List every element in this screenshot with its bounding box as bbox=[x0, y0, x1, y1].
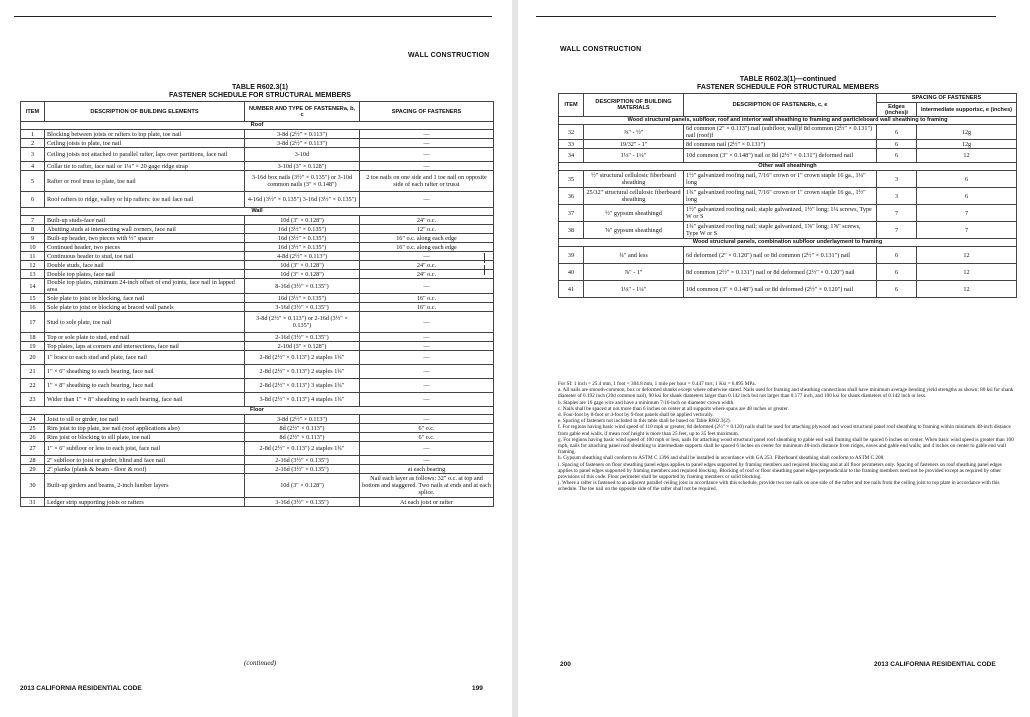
header-spacing: SPACING OF FASTENERS bbox=[877, 94, 1017, 103]
fastener-type: 2-8d (2½" × 0.113") 2 staples 1¾" bbox=[245, 365, 360, 379]
fastener-description: 8d common (2½" × 0.131") nail or 8d deformed (2½" × 0.120") nail bbox=[684, 264, 877, 281]
table-row bbox=[21, 456, 494, 465]
building-material: 19/32" - 1" bbox=[584, 140, 684, 149]
fastener-spacing: — bbox=[360, 415, 494, 424]
fastener-spacing: — bbox=[360, 379, 494, 393]
fastener-description: 1½" galvanized roofing nail, 7/16" crown or 1" crown staple 16 ga., 1¼" long bbox=[684, 171, 877, 188]
fastener-spacing: 16" o.c. along each edge bbox=[360, 243, 494, 252]
fastener-spacing: 6" o.c. bbox=[360, 424, 494, 433]
table-row bbox=[559, 281, 1017, 298]
table-row bbox=[21, 139, 494, 148]
item-number: 36 bbox=[559, 188, 584, 205]
item-number: 1 bbox=[21, 130, 45, 139]
fastener-type: 2-16d (3½" × 0.135") bbox=[245, 465, 360, 474]
element-description: Built-up girders and beams, 2-inch lumber layers bbox=[45, 474, 245, 498]
item-number: 38 bbox=[559, 222, 584, 239]
table-row bbox=[21, 261, 494, 270]
table-row bbox=[21, 192, 494, 208]
item-number: 41 bbox=[559, 281, 584, 298]
header-fastener: DESCRIPTION OF FASTENERb, c, e bbox=[684, 94, 877, 117]
element-description: Collar tie to rafter, face nail or 1¼" × 20 gage ridge strap bbox=[45, 162, 245, 171]
element-description: Roof rafters to ridge, valley or hip rafters: toe nail face nail bbox=[45, 192, 245, 208]
table-row bbox=[21, 252, 494, 261]
fastener-description: 1¾" galvanized roofing nail; staple galvanized, 1⅝" long; 1⅝" screws, Type W or S bbox=[684, 222, 877, 239]
item-number: 5 bbox=[21, 171, 45, 192]
table-row bbox=[21, 379, 494, 393]
item-number: 27 bbox=[21, 442, 45, 456]
section-heading: Roof bbox=[21, 122, 494, 130]
running-head: WALL CONSTRUCTION bbox=[408, 52, 490, 59]
item-number: 18 bbox=[21, 333, 45, 342]
fastener-type: 3-8d (2½" × 0.113") bbox=[245, 139, 360, 148]
fastener-description: 6d common (2" × 0.113") nail (subfloor, wall)f 8d common (2½" × 0.131") nail (roof)f bbox=[684, 125, 877, 140]
fastener-type: 8d (2½" × 0.113") bbox=[245, 424, 360, 433]
table-row bbox=[559, 264, 1017, 281]
fastener-schedule-table bbox=[20, 101, 494, 507]
table-row bbox=[21, 270, 494, 279]
item-number: 32 bbox=[559, 125, 584, 140]
element-description: Abutting studs at intersecting wall corners, face nail bbox=[45, 225, 245, 234]
table-row bbox=[559, 125, 1017, 140]
fastener-type: 3-10d (3" × 0.128") bbox=[245, 162, 360, 171]
item-number: 21 bbox=[21, 365, 45, 379]
item-number: 12 bbox=[21, 261, 45, 270]
table-row bbox=[21, 171, 494, 192]
element-description: Double top plates, face nail bbox=[45, 270, 245, 279]
item-number: 15 bbox=[21, 294, 45, 303]
fastener-type: 10d (3" × 0.128") bbox=[245, 474, 360, 498]
table-row bbox=[21, 294, 494, 303]
fastener-spacing: 6" o.c. bbox=[360, 433, 494, 442]
table-footnotes bbox=[558, 381, 1016, 493]
page-number: 200 bbox=[560, 661, 571, 668]
fastener-description: 8d common nail (2½" × 0.131") bbox=[684, 140, 877, 149]
header-fasteners: NUMBER AND TYPE OF FASTENERa, b, c bbox=[245, 102, 360, 122]
footnote: a. All nails are smooth-common, box or deformed shanks except where otherwise stated. Nails used for framing and sheathing connections shall have minimum average bending yield strengths as shown: 80 ksi for shank diameter of 0.192 inch (20d common nail), 90 ksi for shank diameters larger than 0.142 inch but not larger than 0.177 inch, and 100 ksi for shank diameters of 0.142 inch or less. bbox=[558, 387, 1014, 400]
item-number: 35 bbox=[559, 171, 584, 188]
element-description: 1" × 6" sheathing to each bearing, face nail bbox=[45, 365, 245, 379]
table-row bbox=[559, 247, 1017, 264]
item-number: 39 bbox=[559, 247, 584, 264]
footnote: g. For regions having basic wind speed of 100 mph or less, nails for attaching wood structural panel roof sheathing to gable end wall framing shall be spaced 6 inches on center. When basic wind speed is greater than 100 mph, nails for attaching panel roof sheathing to intermediate supports shall be spaced 6 inches on center for minimum 48-inch distance from ridges, eaves and gable end walls; and 4 inches on center to gable end wall framing. bbox=[558, 436, 1014, 456]
intermediate-spacing: 6 bbox=[917, 188, 1017, 205]
table-row bbox=[21, 279, 494, 294]
edge-spacing: 6 bbox=[877, 247, 917, 264]
left-page bbox=[0, 0, 512, 717]
intermediate-spacing: 12 bbox=[917, 149, 1017, 163]
table-row bbox=[21, 465, 494, 474]
element-description: Rim joist or blocking to sill plate, toe nail bbox=[45, 433, 245, 442]
fastener-spacing: — bbox=[360, 279, 494, 294]
edge-spacing: 6 bbox=[877, 125, 917, 140]
table-row bbox=[559, 149, 1017, 163]
edge-spacing: 6 bbox=[877, 149, 917, 163]
fastener-type: 3-16d (3½" × 0.135") bbox=[245, 303, 360, 312]
table-title bbox=[658, 76, 918, 92]
element-description: Double studs, face nail bbox=[45, 261, 245, 270]
item-number: 25 bbox=[21, 424, 45, 433]
item-number: 13 bbox=[21, 270, 45, 279]
fastener-spacing: — bbox=[360, 333, 494, 342]
item-number: 29 bbox=[21, 465, 45, 474]
building-material: 25/32" structural cellulosic fiberboard sheathing bbox=[584, 188, 684, 205]
element-description: Built-up header, two pieces with ½" spacer bbox=[45, 234, 245, 243]
footnote: d. Four-foot by 8-foot or 4-foot by 9-foot panels shall be applied vertically. bbox=[558, 412, 714, 419]
element-description: Stud to sole plate, toe nail bbox=[45, 312, 245, 333]
header-item: ITEM bbox=[21, 102, 45, 122]
fastener-description: 1¾" galvanized roofing nail, 7/16" crown or 1" crown staple 16 ga., 1½" long bbox=[684, 188, 877, 205]
fastener-spacing: — bbox=[360, 442, 494, 456]
table-row bbox=[21, 333, 494, 342]
page-number: 199 bbox=[472, 685, 483, 692]
fastener-type: 3-8d (2½" × 0.113") 4 staples 1¾" bbox=[245, 393, 360, 407]
top-rule bbox=[14, 16, 492, 17]
building-material: 1⅛" - 1¼" bbox=[584, 149, 684, 163]
footnote: i. Spacing of fasteners on floor sheathing panel edges applies to panel edges supported by framing members and required blocking and at all floor perimeters only. Spacing of fasteners on roof sheathing panel edges applies to panel edges supported by framing members and required blocking. Blocking of roof or floor sheathing panel edges perpendicular to the framing members need not be provided except as required by other provisions of this code. Floor perimeter shall be supported by framing members or solid blocking. bbox=[558, 461, 1002, 481]
table-row bbox=[21, 433, 494, 442]
item-number: 24 bbox=[21, 415, 45, 424]
table-row bbox=[21, 415, 494, 424]
section-heading: Wood structural panels, subfloor, roof and interior wall sheathing to framing and particleboard wall sheathing to framing bbox=[559, 117, 1017, 125]
header-edges: Edges (inches)i bbox=[877, 103, 917, 117]
intermediate-spacing: 12g bbox=[917, 140, 1017, 149]
table-row bbox=[21, 148, 494, 162]
edge-spacing: 7 bbox=[877, 205, 917, 222]
fastener-spacing: 16" o.c. along each edge bbox=[360, 234, 494, 243]
fastener-description: 1½" galvanized roofing nail; staple galvanized, 1½" long; 1¼ screws, Type W or S bbox=[684, 205, 877, 222]
item-number: 31 bbox=[21, 498, 45, 507]
table-row bbox=[21, 130, 494, 139]
fastener-description: 6d deformed (2" × 0.120") nail or 8d common (2½" × 0.131") nail bbox=[684, 247, 877, 264]
table-subtitle: FASTENER SCHEDULE FOR STRUCTURAL MEMBERS bbox=[169, 92, 351, 99]
running-head: WALL CONSTRUCTION bbox=[560, 46, 642, 53]
fastener-description: 10d common (3" × 0.148") nail or 8d (2½" × 0.131") deformed nail bbox=[684, 149, 877, 163]
element-description: Joist to sill or girder, toe nail bbox=[45, 415, 245, 424]
edge-spacing: 3 bbox=[877, 171, 917, 188]
intermediate-spacing: 12g bbox=[917, 125, 1017, 140]
edge-spacing: 3 bbox=[877, 188, 917, 205]
section-heading: Wood structural panels, combination subfloor underlayment to framing bbox=[559, 239, 1017, 247]
fastener-type: 10d (3" × 0.128") bbox=[245, 216, 360, 225]
header-spacing: SPACING OF FASTENERS bbox=[360, 102, 494, 122]
element-description: Sole plate to joist or blocking, face nail bbox=[45, 294, 245, 303]
fastener-type: 4-8d (2½" × 0.113") bbox=[245, 252, 360, 261]
fastener-spacing: — bbox=[360, 393, 494, 407]
table-row bbox=[559, 140, 1017, 149]
element-description: Top or sole plate to stud, end nail bbox=[45, 333, 245, 342]
footnote: b. Staples are 16 gage wire and have a minimum 7/16-inch on diameter crown width. bbox=[558, 399, 735, 406]
element-description: 1" × 6" subfloor or less to each joist, face nail bbox=[45, 442, 245, 456]
intermediate-spacing: 7 bbox=[917, 205, 1017, 222]
fastener-type: 8d (2½" × 0.113") bbox=[245, 433, 360, 442]
element-description: Continuous header to stud, toe nail bbox=[45, 252, 245, 261]
fastener-spacing: at each bearing bbox=[360, 465, 494, 474]
fastener-spacing: — bbox=[360, 148, 494, 162]
fastener-type: 8-16d (3½" × 0.135") bbox=[245, 279, 360, 294]
element-description: Ledger strip supporting joists or rafters bbox=[45, 498, 245, 507]
footnote: h. Gypsum sheathing shall conform to ASTM C 1396 and shall be installed in accordance with GA 253. Fiberboard sheathing shall conform to ASTM C 208. bbox=[558, 455, 885, 462]
table-row bbox=[21, 303, 494, 312]
footer-code: 2013 CALIFORNIA RESIDENTIAL CODE bbox=[20, 685, 142, 692]
item-number: 6 bbox=[21, 192, 45, 208]
element-description: 2" planks (plank & beam - floor & roof) bbox=[45, 465, 245, 474]
item-number: 11 bbox=[21, 252, 45, 261]
fastener-description: 10d common (3" × 0.148") nail or 8d deformed (2½" × 0.120") nail bbox=[684, 281, 877, 298]
fastener-spacing: — bbox=[360, 252, 494, 261]
element-description: Continued header, two pieces bbox=[45, 243, 245, 252]
building-material: 1⅛" - 1¼" bbox=[584, 281, 684, 298]
continued-note: (continued) bbox=[244, 659, 277, 667]
fastener-spacing: — bbox=[360, 351, 494, 365]
fastener-spacing: — bbox=[360, 342, 494, 351]
table-row bbox=[559, 188, 1017, 205]
building-material: ⅜" - ½" bbox=[584, 125, 684, 140]
item-number: 3 bbox=[21, 148, 45, 162]
element-description: Sole plate to joist or blocking at braced wall panels bbox=[45, 303, 245, 312]
table-row bbox=[21, 393, 494, 407]
fastener-type: 2-16d (3½" × 0.135") bbox=[245, 456, 360, 465]
table-row bbox=[559, 205, 1017, 222]
table-row bbox=[559, 222, 1017, 239]
header-materials: DESCRIPTION OF BUILDING MATERIALS bbox=[584, 94, 684, 117]
element-description: Top plates, laps at corners and intersections, face nail bbox=[45, 342, 245, 351]
edge-spacing: 6 bbox=[877, 264, 917, 281]
intermediate-spacing: 12 bbox=[917, 264, 1017, 281]
item-number: 16 bbox=[21, 303, 45, 312]
element-description: 1" × 8" sheathing to each bearing, face nail bbox=[45, 379, 245, 393]
table-row bbox=[21, 216, 494, 225]
footnote: For SI: 1 inch = 25.4 mm, 1 foot = 304.8 mm, 1 mile per hour = 0.447 m/s; 1 Ksi = 6.895 MPa. bbox=[558, 381, 756, 387]
element-description: Double top plates, minimum 24-inch offset of end joints, face nail in lapped area bbox=[45, 279, 245, 294]
footnote: c. Nails shall be spaced at not more than 6 inches on center at all supports where spans are 48 inches or greater. bbox=[558, 405, 789, 412]
item-number: 34 bbox=[559, 149, 584, 163]
item-number: 33 bbox=[559, 140, 584, 149]
element-description: Ceiling joists to plate, toe nail bbox=[45, 139, 245, 148]
item-number: 9 bbox=[21, 234, 45, 243]
table-number: TABLE R602.3(1)—continued bbox=[739, 76, 837, 83]
item-number: 19 bbox=[21, 342, 45, 351]
table-title bbox=[140, 84, 380, 100]
fastener-type: 2-8d (2½" × 0.113") 2 staples 1¾" bbox=[245, 351, 360, 365]
fastener-type: 4-16d (3½" × 0.135") 3-16d (3½" × 0.135") bbox=[245, 192, 360, 208]
section-heading: Wall bbox=[21, 208, 494, 216]
fastener-spacing: — bbox=[360, 312, 494, 333]
table-row bbox=[21, 243, 494, 252]
table-row bbox=[21, 342, 494, 351]
item-number: 37 bbox=[559, 205, 584, 222]
footer-code: 2013 CALIFORNIA RESIDENTIAL CODE bbox=[874, 661, 996, 668]
fastener-type: 3-8d (2½" × 0.113") bbox=[245, 415, 360, 424]
edge-spacing: 6 bbox=[877, 140, 917, 149]
building-material: ½" gypsum sheathingd bbox=[584, 205, 684, 222]
fastener-spacing: — bbox=[360, 456, 494, 465]
table-row bbox=[559, 171, 1017, 188]
item-number: 30 bbox=[21, 474, 45, 498]
fastener-type: 3-16d (3½" × 0.135") bbox=[245, 498, 360, 507]
table-row bbox=[21, 365, 494, 379]
table-subtitle: FASTENER SCHEDULE FOR STRUCTURAL MEMBERS bbox=[697, 84, 879, 91]
element-description: Rafter or roof truss to plate, toe nail bbox=[45, 171, 245, 192]
intermediate-spacing: 12 bbox=[917, 247, 1017, 264]
building-material: ⅝" gypsum sheathingd bbox=[584, 222, 684, 239]
fastener-spacing: — bbox=[360, 139, 494, 148]
item-number: 20 bbox=[21, 351, 45, 365]
element-description: Blocking between joists or rafters to top plate, toe nail bbox=[45, 130, 245, 139]
fastener-type: 10d (3" × 0.128") bbox=[245, 270, 360, 279]
fastener-type: 3-8d (2½" × 0.113") or 2-16d (3½" × 0.135") bbox=[245, 312, 360, 333]
table-row bbox=[21, 442, 494, 456]
item-number: 14 bbox=[21, 279, 45, 294]
fastener-type: 2-16d (3½" × 0.135") bbox=[245, 333, 360, 342]
element-description: Rim joist to top plate, toe nail (roof applications also) bbox=[45, 424, 245, 433]
fastener-spacing: — bbox=[360, 192, 494, 208]
fastener-spacing: 12" o.c. bbox=[360, 225, 494, 234]
fastener-spacing: — bbox=[360, 162, 494, 171]
edge-spacing: 6 bbox=[877, 281, 917, 298]
fastener-type: 2-8d (2½" × 0.113") 3 staples 1¾" bbox=[245, 379, 360, 393]
top-rule bbox=[536, 16, 996, 17]
section-heading: Other wall sheathingh bbox=[559, 163, 1017, 171]
item-number: 4 bbox=[21, 162, 45, 171]
fastener-type: 16d (3½" × 0.135") bbox=[245, 234, 360, 243]
item-number: 10 bbox=[21, 243, 45, 252]
edge-spacing: 7 bbox=[877, 222, 917, 239]
item-number: 22 bbox=[21, 379, 45, 393]
fastener-spacing: 24" o.c. bbox=[360, 270, 494, 279]
item-number: 8 bbox=[21, 225, 45, 234]
change-bar bbox=[484, 265, 485, 275]
fastener-type: 2-8d (2½" × 0.113") 2 staples 1¾" bbox=[245, 442, 360, 456]
item-number: 26 bbox=[21, 433, 45, 442]
item-number: 28 bbox=[21, 456, 45, 465]
table-row bbox=[21, 312, 494, 333]
building-material: ¾" and less bbox=[584, 247, 684, 264]
item-number: 17 bbox=[21, 312, 45, 333]
table-row bbox=[21, 498, 494, 507]
fastener-schedule-table-continued bbox=[558, 93, 1017, 298]
section-heading: Floor bbox=[21, 407, 494, 415]
fastener-type: 16d (3½" × 0.135") bbox=[245, 225, 360, 234]
header-item: ITEM bbox=[559, 94, 584, 117]
fastener-type: 3-16d box nails (3½" × 0.135") or 3-10d common nails (3" × 0.148") bbox=[245, 171, 360, 192]
building-material: ½" structural cellulosic fiberboard sheathing bbox=[584, 171, 684, 188]
intermediate-spacing: 12 bbox=[917, 281, 1017, 298]
fastener-spacing: 24" o.c. bbox=[360, 261, 494, 270]
table-row bbox=[21, 474, 494, 498]
intermediate-spacing: 6 bbox=[917, 171, 1017, 188]
element-description: Wider than 1" × 8" sheathing to each bearing, face nail bbox=[45, 393, 245, 407]
fastener-type: 3-8d (2½" × 0.113") bbox=[245, 130, 360, 139]
table-row bbox=[21, 351, 494, 365]
element-description: Ceiling joists not attached to parallel rafter, laps over partitions, face nail bbox=[45, 148, 245, 162]
table-row bbox=[21, 234, 494, 243]
fastener-spacing: 16" o.c. bbox=[360, 303, 494, 312]
footnote: e. Spacing of fasteners not included in this table shall be based on Table R602.3(2). bbox=[558, 418, 731, 425]
right-page bbox=[518, 0, 1030, 717]
fastener-spacing: At each joist or rafter bbox=[360, 498, 494, 507]
item-number: 2 bbox=[21, 139, 45, 148]
table-row bbox=[21, 424, 494, 433]
element-description: Built-up studs-face nail bbox=[45, 216, 245, 225]
table-number: TABLE R602.3(1) bbox=[232, 84, 288, 91]
fastener-spacing: Nail each layer as follows: 32" o.c. at top and bottom and staggered. Two nails at ends and at each splice. bbox=[360, 474, 494, 498]
fastener-spacing: — bbox=[360, 130, 494, 139]
intermediate-spacing: 7 bbox=[917, 222, 1017, 239]
table-row bbox=[21, 225, 494, 234]
element-description: 2" subfloor to joist or girder, blind and face nail bbox=[45, 456, 245, 465]
fastener-spacing: 24" o.c. bbox=[360, 216, 494, 225]
fastener-type: 3-10d bbox=[245, 148, 360, 162]
fastener-spacing: 2 toe nails on one side and 1 toe nail on opposite side of each rafter or trussi bbox=[360, 171, 494, 192]
change-bar bbox=[484, 253, 485, 263]
fastener-spacing: — bbox=[360, 365, 494, 379]
header-description: DESCRIPTION OF BUILDING ELEMENTS bbox=[45, 102, 245, 122]
fastener-spacing: 16" o.c. bbox=[360, 294, 494, 303]
item-number: 7 bbox=[21, 216, 45, 225]
item-number: 23 bbox=[21, 393, 45, 407]
building-material: ⅞" - 1" bbox=[584, 264, 684, 281]
element-description: 1" brace to each stud and plate, face nail bbox=[45, 351, 245, 365]
fastener-type: 2-10d (3" × 0.128") bbox=[245, 342, 360, 351]
table-row bbox=[21, 162, 494, 171]
header-intermediate: Intermediate supportsc, e (inches) bbox=[917, 103, 1017, 117]
fastener-type: 16d (3½" × 0.135") bbox=[245, 243, 360, 252]
item-number: 40 bbox=[559, 264, 584, 281]
footnote: j. Where a rafter is fastened to an adjacent parallel ceiling joist in accordance with this schedule, provide two toe nails on one side of the rafter and toe nails from the ceiling joist to top plate in accordance with this schedule. The toe nail on the opposite side of the rafter shall not be required. bbox=[558, 480, 1000, 493]
fastener-type: 16d (3½" × 0.135") bbox=[245, 294, 360, 303]
fastener-type: 10d (3" × 0.128") bbox=[245, 261, 360, 270]
footnote: f. For regions having basic wind speed of 110 mph or greater, 8d deformed (2½" × 0.120) nails shall be used for attaching plywood and wood structural panel roof sheathing to framing within minimum 48-inch distance from gable end walls, if mean roof height is more than 25 feet, up to 35 feet maximum. bbox=[558, 424, 1011, 437]
